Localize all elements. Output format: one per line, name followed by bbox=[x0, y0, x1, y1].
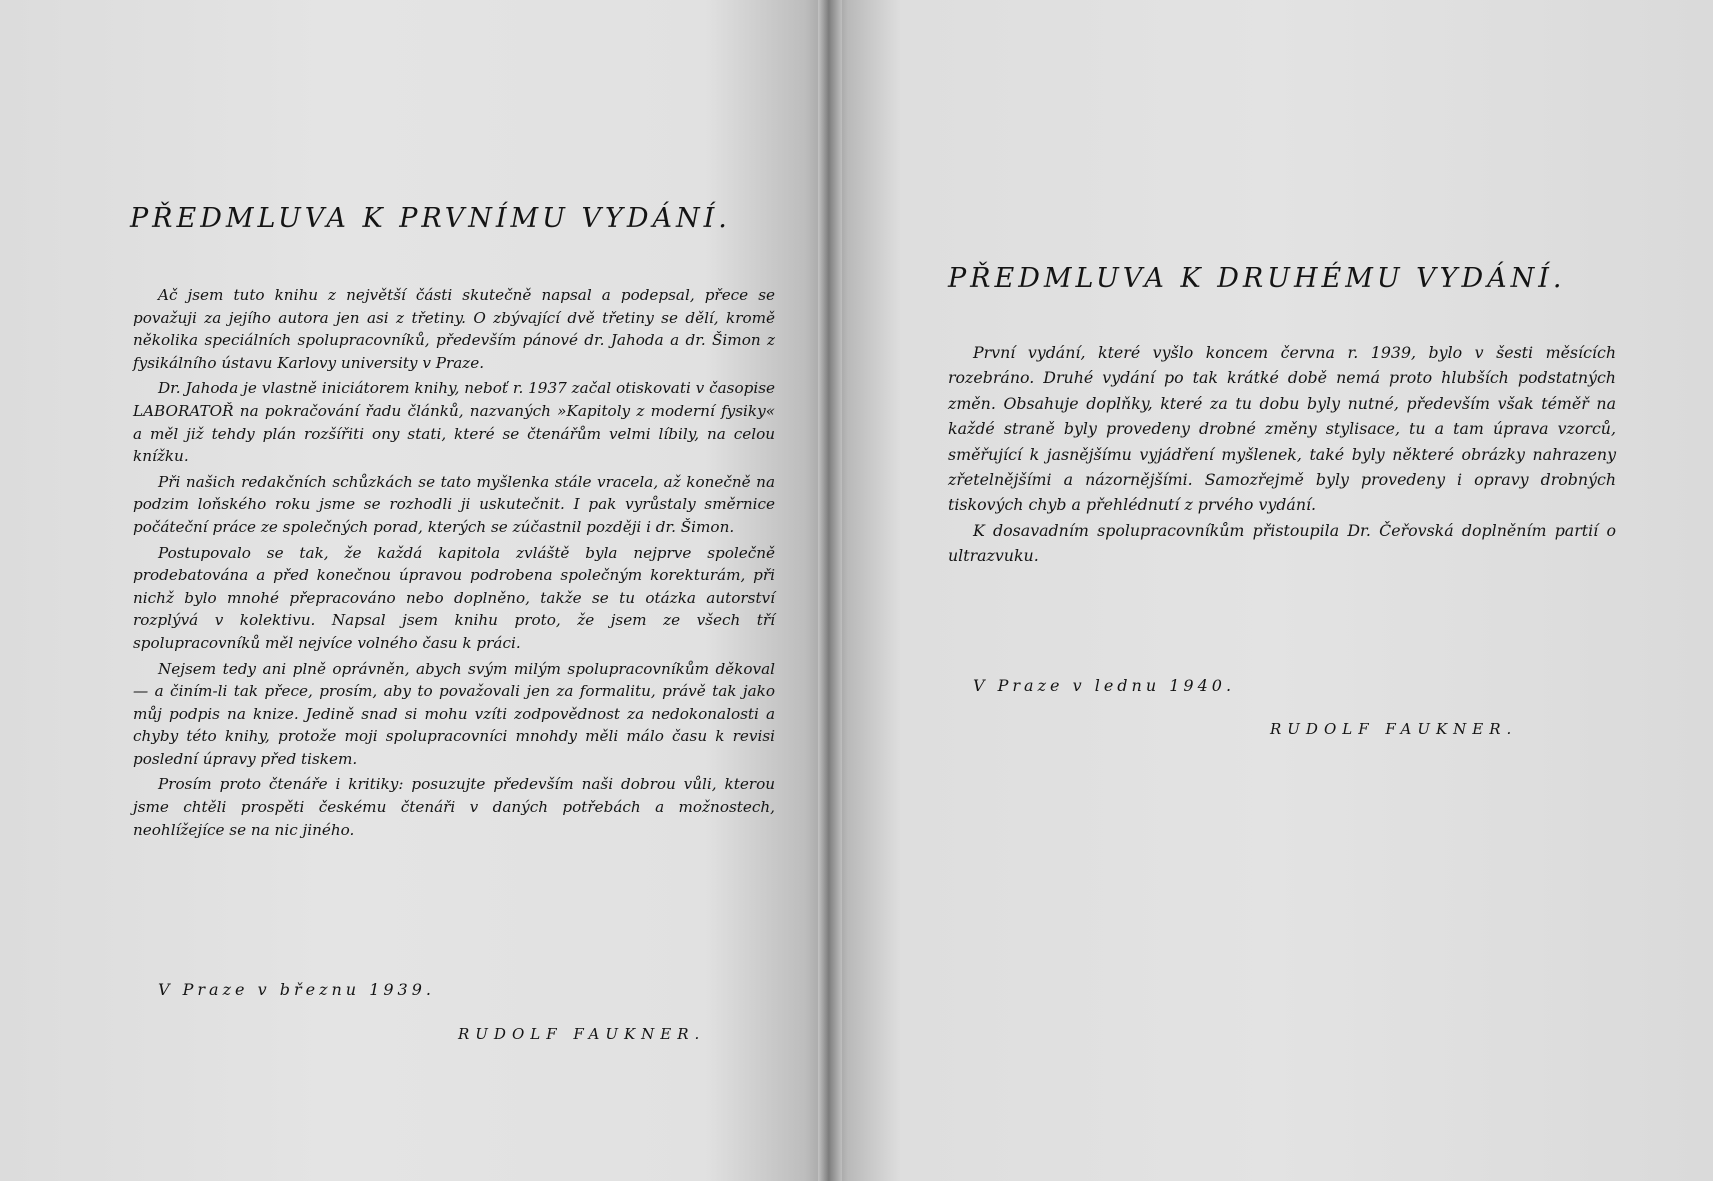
second-edition-place-date: V Praze v lednu 1940. bbox=[973, 676, 1236, 695]
left-page bbox=[0, 0, 830, 1181]
paragraph: Nejsem tedy ani plně oprávněn, abych svým milým spolupracovníkům děkoval — a činím-li tak přece, prosím, aby to považovali jen za formalitu, právě tak jako můj podpis na knize. Jedině snad si mohu vzíti zodpovědnost za nedokonalosti a chyby této knihy, protože moji spolupracovníci mnohdy měli málo času k revisi poslední úpravy před tiskem. bbox=[133, 659, 775, 768]
first-edition-heading: PŘEDMLUVA K PRVNÍMU VYDÁNÍ. bbox=[130, 203, 731, 234]
first-edition-body bbox=[133, 284, 775, 844]
book-gutter bbox=[818, 0, 842, 1181]
right-page bbox=[830, 0, 1713, 1181]
first-edition-place-date: V Praze v březnu 1939. bbox=[158, 980, 435, 999]
paragraph: První vydání, které vyšlo koncem června r. 1939, bylo v šesti měsících rozebráno. Druhé vydání po tak krátké době nemá proto hlubších podstatných změn. Obsahuje doplňky, které za tu dobu byly nutné, především však téměř na každé straně byly provedeny drobné změny stylisace, tu a tam úprava vzorců, směřující k jasnějšímu vyjádření myšlenek, také byly některé obrázky nahrazeny zřetelnějšími a názornějšími. Samozřejmě byly provedeny i opravy drobných tiskových chyb a přehlédnutí z prvého vydání. bbox=[948, 343, 1616, 515]
second-edition-heading: PŘEDMLUVA K DRUHÉMU VYDÁNÍ. bbox=[948, 263, 1566, 294]
paragraph: Postupovalo se tak, že každá kapitola zvláště byla nejprve společně prodebatována a před konečnou úpravou podrobena společným korekturám, při nichž bylo mnohé přepracováno nebo doplněno, takže se tu otázka autorství rozplývá v kolektivu. Napsal jsem knihu proto, že jsem ze všech tří spolupracovníků měl nejvíce volného času k práci. bbox=[133, 543, 775, 652]
second-edition-signature: RUDOLF FAUKNER. bbox=[1270, 720, 1518, 738]
first-edition-signature: RUDOLF FAUKNER. bbox=[458, 1025, 706, 1043]
paragraph: K dosavadním spolupracovníkům přistoupila Dr. Čeřovská doplněním partií o ultrazvuku. bbox=[948, 520, 1616, 566]
second-edition-body bbox=[948, 340, 1616, 569]
paragraph: Při našich redakčních schůzkách se tato myšlenka stále vracela, až konečně na podzim loňského roku jsme se rozhodli ji uskutečnit. I pak vyrůstaly směrnice počáteční práce ze společných porad, kterých se zúčastnil později i dr. Šimon. bbox=[133, 472, 775, 536]
paragraph: Dr. Jahoda je vlastně iniciátorem knihy, neboť r. 1937 začal otiskovati v časopise LABORATOŘ na pokračování řadu článků, nazvaných »Kapitoly z moderní fysiky« a měl již tehdy plán rozšířiti ony stati, které se čtenářům velmi líbily, na celou knížku. bbox=[133, 379, 775, 466]
paragraph: Prosím proto čtenáře i kritiky: posuzujte především naši dobrou vůli, kterou jsme chtěli prospěti českému čtenáři v daných potřebách a možnostech, neohlížejíce se na nic jiného. bbox=[133, 775, 775, 839]
paragraph: Ač jsem tuto knihu z největší části skutečně napsal a podepsal, přece se považuji za jejího autora jen asi z třetiny. O zbývající dvě třetiny se dělí, kromě několika speciálních spolupracovníků, především pánové dr. Jahoda a dr. Šimon z fysikálního ústavu Karlovy university v Praze. bbox=[133, 286, 775, 372]
